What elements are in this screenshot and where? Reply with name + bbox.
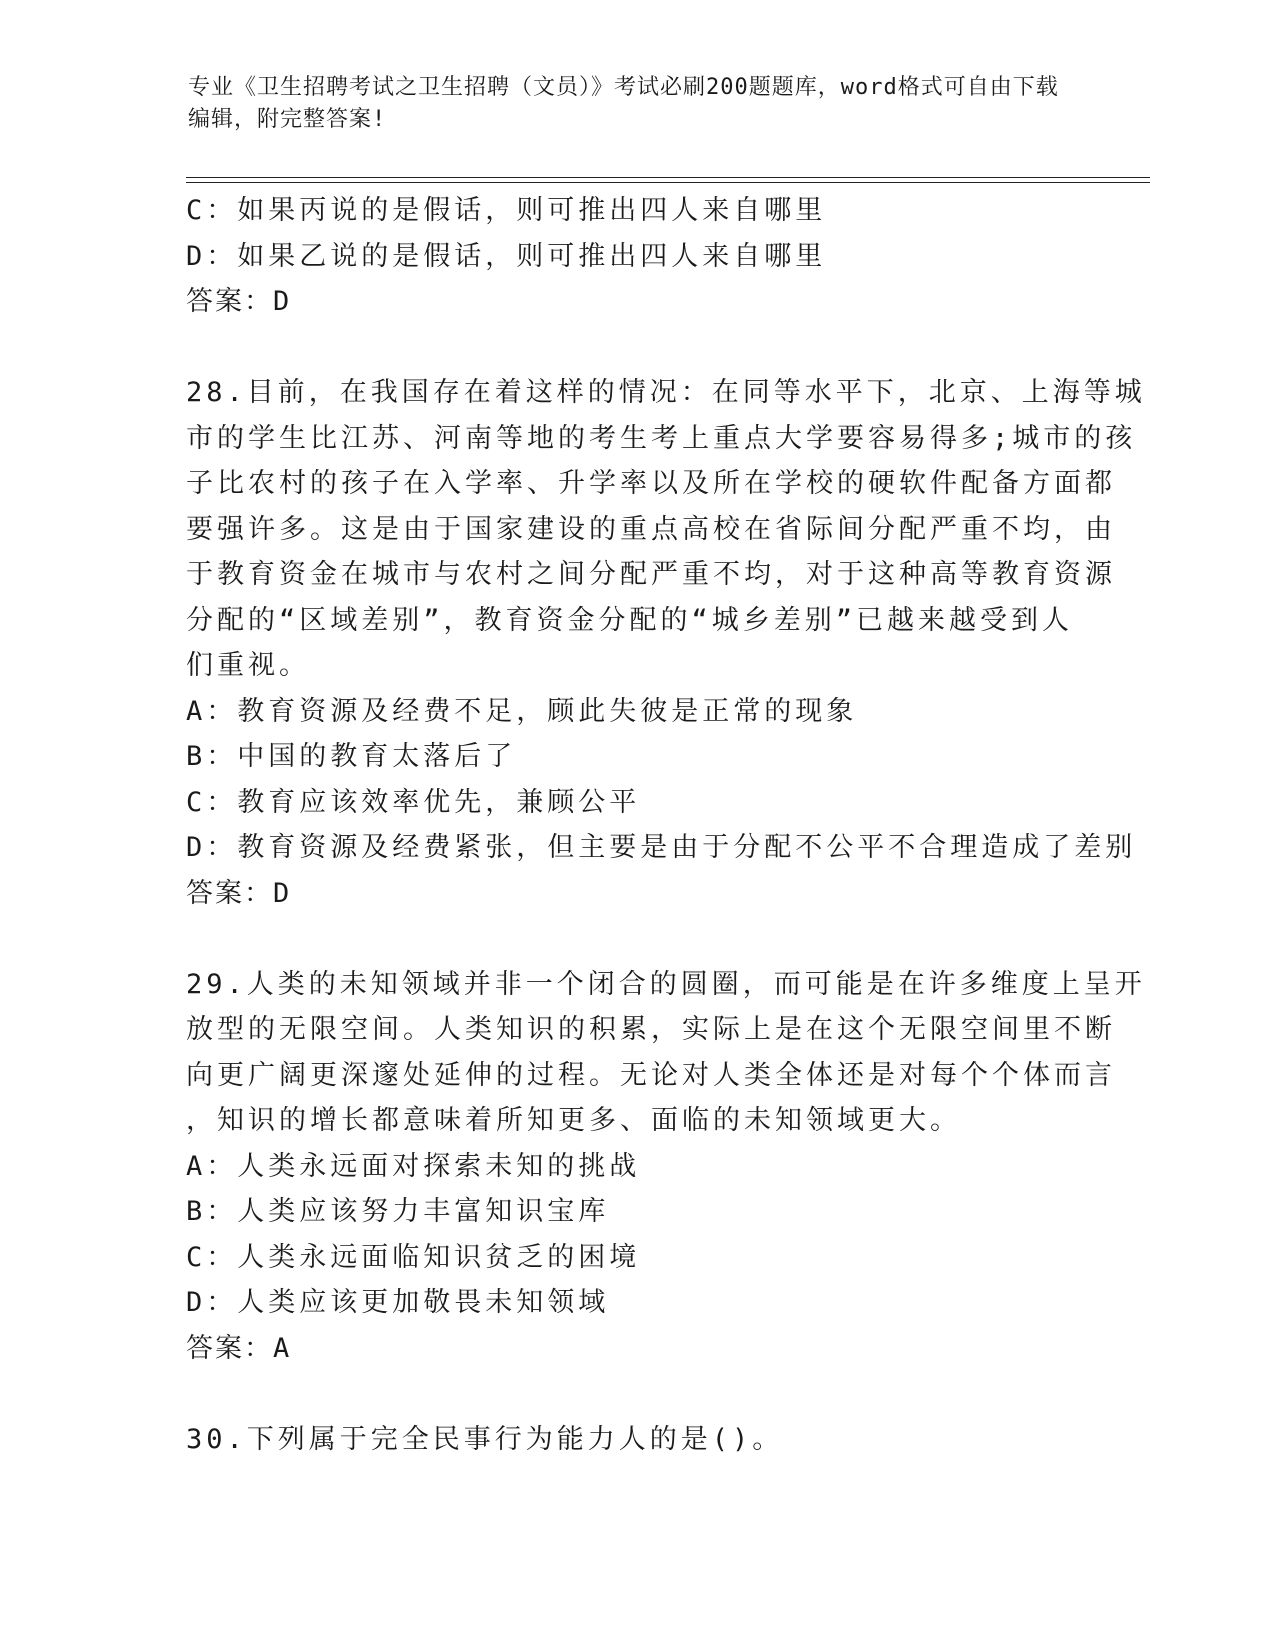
question-text-line: 于教育资金在城市与农村之间分配严重不均，对于这种高等教育资源 bbox=[186, 559, 1116, 590]
option-a: A：人类永远面对探索未知的挑战 bbox=[186, 1150, 641, 1182]
spacer bbox=[186, 1371, 1086, 1417]
question-text-line: 30.下列属于完全民事行为能力人的是()。 bbox=[186, 1423, 784, 1455]
question-content bbox=[186, 188, 1146, 1462]
question-text-line: 分配的“区域差别”，教育资金分配的“城乡差别”已越来越受到人 bbox=[186, 604, 1074, 636]
header-divider-bottom bbox=[186, 182, 1150, 183]
question-text-line: ，知识的增长都意味着所知更多、面临的未知领域更大。 bbox=[186, 1105, 961, 1136]
question-text-line: 放型的无限空间。人类知识的积累，实际上是在这个无限空间里不断 bbox=[186, 1014, 1116, 1045]
spacer bbox=[186, 916, 1086, 962]
option-d: D：教育资源及经费紧张，但主要是由于分配不公平不合理造成了差别 bbox=[186, 832, 1137, 863]
option-c: C：教育应该效率优先，兼顾公平 bbox=[186, 786, 641, 818]
answer-line: 答案：D bbox=[186, 286, 292, 317]
answer-line: 答案：A bbox=[186, 1332, 292, 1364]
option-d: D：人类应该更加敬畏未知领域 bbox=[186, 1287, 610, 1318]
document-header: 专业《卫生招聘考试之卫生招聘（文员）》考试必刷200题题库，word格式可自由下载编辑，附完整答案! bbox=[188, 75, 1059, 132]
question-text-line: 向更广阔更深邃处延伸的过程。无论对人类全体还是对每个个体而言 bbox=[186, 1059, 1116, 1091]
question-text-line: 要强许多。这是由于国家建设的重点高校在省际间分配严重不均，由 bbox=[186, 513, 1116, 545]
prev-question-options bbox=[186, 188, 1086, 279]
question-30 bbox=[186, 1417, 1086, 1463]
question-text-line: 子比农村的孩子在入学率、升学率以及所在学校的硬软件配备方面都 bbox=[186, 468, 1116, 499]
question-text-line: 29.人类的未知领域并非一个闭合的圆圈，而可能是在许多维度上呈开 bbox=[186, 968, 1146, 1000]
spacer bbox=[186, 325, 1086, 371]
question-text-line: 28.目前，在我国存在着这样的情况：在同等水平下，北京、上海等城 bbox=[186, 377, 1146, 408]
option-d: D：如果乙说的是假话，则可推出四人来自哪里 bbox=[186, 240, 827, 272]
answer-line: 答案：D bbox=[186, 877, 292, 909]
option-c: C：人类永远面临知识贫乏的困境 bbox=[186, 1241, 641, 1273]
option-a: A：教育资源及经费不足，顾此失彼是正常的现象 bbox=[186, 695, 858, 727]
option-c: C：如果丙说的是假话，则可推出四人来自哪里 bbox=[186, 195, 827, 226]
question-text-line: 市的学生比江苏、河南等地的考生考上重点大学要容易得多;城市的孩 bbox=[186, 422, 1137, 454]
question-29 bbox=[186, 962, 1146, 1372]
option-b: B：中国的教育太落后了 bbox=[186, 741, 517, 772]
question-text-line: 们重视。 bbox=[186, 650, 310, 681]
option-b: B：人类应该努力丰富知识宝库 bbox=[186, 1196, 610, 1227]
header-divider-top bbox=[186, 177, 1150, 178]
question-28 bbox=[186, 370, 1146, 916]
